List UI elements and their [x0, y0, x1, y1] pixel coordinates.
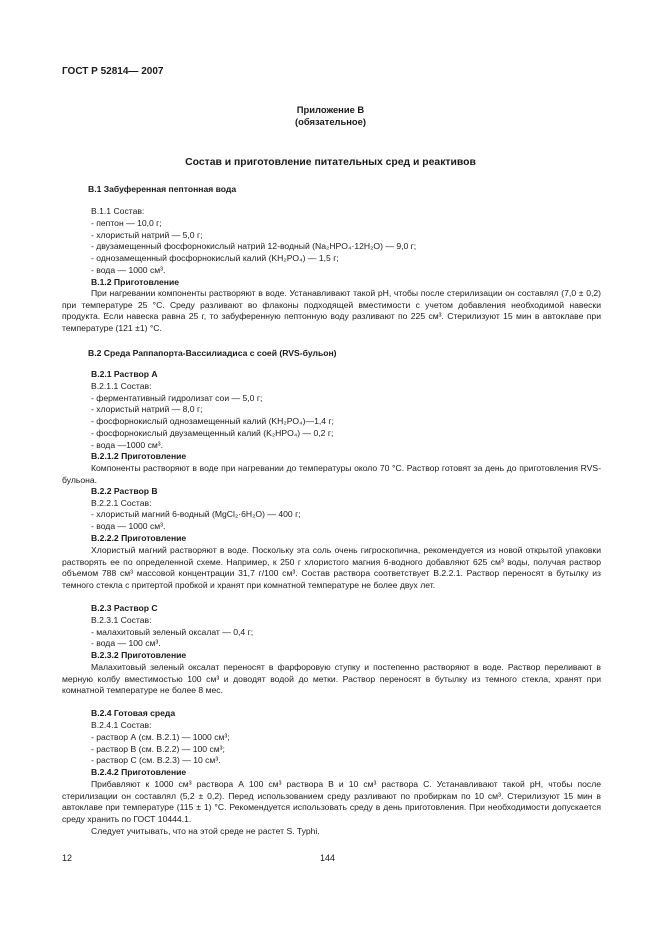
document-header: ГОСТ Р 52814— 2007 — [62, 66, 164, 77]
b2-ready-note: Следует учитывать, что на этой среде не растет S. Typhi. — [91, 826, 320, 836]
b1-heading: В.1 Забуференная пептонная вода — [88, 184, 237, 194]
list-item: - пептон — 10,0 г; — [91, 218, 162, 228]
section-title: Состав и приготовление питательных сред и реактивов — [185, 157, 476, 168]
b2a-prep-text: Компоненты растворяют в воде при нагревании до температуры около 70 °С. Раствор готовят за день до приготовления RVS-бульона. — [62, 463, 601, 485]
page-number-left: 12 — [62, 853, 73, 863]
b2-ready-composition-label: В.2.4.1 Состав: — [91, 720, 152, 730]
list-item: - ферментативный гидролизат сои — 5,0 г; — [91, 393, 263, 403]
b2b-prep-text: Хлористый магний растворяют в воде. Поскольку эта соль очень гигроскопична, рекомендуется из новой открытой упаковки растворять ее по определенной схеме. Например, к 250 г хлористого магния 6-водного добавляют 625 см³ воды, получая раствор объемом 788 см³ массовой концентрации 31,7 г/100 см³. Состав раствора соответствует В.2.2.1. Раствор переносят в бутылку из темного стекла с притертой пробкой и хранят при комнатной температуре не более двух лет. — [62, 545, 601, 590]
list-item: - хлористый натрий — 5,0 г; — [91, 230, 203, 240]
b1-prep-text: При нагревании компоненты растворяют в воде. Устанавливают такой pH, чтобы после стерилизации он составлял (7,0 ± 0,2) при температуре 25 °С. Среду разливают во флаконы подходящей вместимости с учетом добавления необходимой навески продукта. Если навеска равна 25 г, то забуференную пептонную воду разливают по 225 см³. Стерилизуют 15 мин в автоклаве при температуре (121 ±1) °С. — [62, 288, 601, 333]
list-item: - вода —1000 см³. — [91, 440, 164, 450]
b2-ready-prep-text: Прибавляют к 1000 см³ раствора А 100 см³ раствора В и 10 см³ раствора С. Устанавливают такой pH, чтобы после стерилизации он составлял (5,2 ± 0,2). Перед использованием среду разливают по пробиркам по 10 см³. Стерилизуют 15 мин в автоклаве при температуре (115 ± 1) °С. Рекомендуется использовать среду в день приготовления. При необходимости допускается среду хранить по ГОСТ 10444.1. — [62, 779, 601, 824]
page-number-center: 144 — [320, 853, 336, 863]
b2b-composition-label: В.2.2.1 Состав: — [91, 498, 152, 508]
b2a-prep-heading: В.2.1.2 Приготовление — [91, 451, 187, 461]
list-item: - хлористый натрий — 8,0 г; — [91, 404, 203, 414]
b2c-prep-text: Малахитовый зеленый оксалат переносят в фарфоровую ступку и постепенно растворяют в воде. Раствор переливают в мерную колбу вместимостью 100 см³ и доводят водой до метки. Раствор переносят в бутылку из темного стекла, хранят при комнатной температуре не более 8 мес. — [62, 662, 601, 696]
list-item: - раствор В (см. В.2.2) — 100 см³; — [91, 744, 225, 754]
list-item: - малахитовый зеленый оксалат — 0,4 г; — [91, 627, 254, 637]
b2a-composition-label: В.2.1.1 Состав: — [91, 381, 152, 391]
b2-ready-heading: В.2.4 Готовая среда — [91, 708, 176, 718]
b2c-prep-heading: В.2.3.2 Приготовление — [91, 650, 187, 660]
b1-prep-heading: В.1.2 Приготовление — [91, 277, 180, 287]
list-item: - вода — 1000 см³. — [91, 265, 166, 275]
b2-heading: В.2 Среда Раппапорта-Вассилиадиса с соей (RVS-бульон) — [88, 348, 337, 358]
list-item: - вода — 1000 см³. — [91, 521, 166, 531]
b2b-prep-heading: В.2.2.2 Приготовление — [91, 533, 187, 543]
list-item: - фосфорнокислый однозамещенный калий (KH₂PO₄)—1,4 г; — [91, 416, 334, 426]
b2a-heading: В.2.1 Раствор А — [91, 369, 158, 379]
list-item: - двузамещенный фосфорнокислый натрий 12-водный (Na₂HPO₄·12H₂O) — 9,0 г; — [91, 241, 417, 251]
list-item: - вода — 100 см³. — [91, 638, 161, 648]
list-item: - фосфорнокислый двузамещенный калий (K₂HPO₄) — 0,2 г; — [91, 428, 334, 438]
list-item: - хлористый магний 6-водный (MgCl₂·6H₂O) — 400 г; — [91, 509, 301, 519]
list-item: - раствор А (см. В.2.1) — 1000 см³; — [91, 732, 230, 742]
b1-composition-label: В.1.1 Состав: — [91, 206, 145, 216]
appendix-title: Приложение В — [296, 104, 365, 115]
b2-ready-prep-heading: В.2.4.2 Приготовление — [91, 767, 187, 777]
list-item: - раствор С (см. В.2.3) — 10 см³. — [91, 755, 221, 765]
b2b-heading: В.2.2 Раствор В — [91, 486, 158, 496]
b2c-composition-label: В.2.3.1 Состав: — [91, 615, 152, 625]
list-item: - однозамещенный фосфорнокислый калий (KH₂PO₄) — 1,5 г; — [91, 253, 339, 263]
appendix-status: (обязательное) — [295, 116, 366, 127]
b2c-heading: В.2.3 Раствор С — [91, 603, 158, 613]
